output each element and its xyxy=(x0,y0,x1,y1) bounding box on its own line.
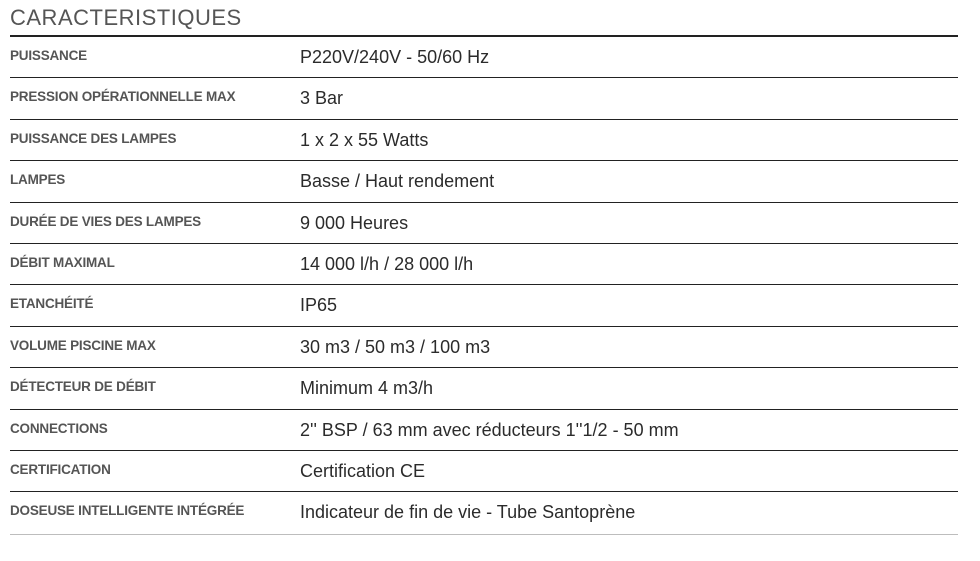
spec-row-etancheite xyxy=(10,285,958,326)
spec-value: IP65 xyxy=(300,295,338,316)
spec-row-detecteur xyxy=(10,368,958,409)
spec-value: 2'' BSP / 63 mm avec réducteurs 1''1/2 - 50 mm xyxy=(300,419,679,440)
spec-label: DÉTECTEUR DE DÉBIT xyxy=(10,379,156,395)
spec-value: Certification CE xyxy=(300,460,426,481)
spec-label: PRESSION OPÉRATIONNELLE MAX xyxy=(10,89,236,105)
spec-row-pression xyxy=(10,78,958,119)
spec-row-lampes xyxy=(10,161,958,202)
spec-value: 9 000 Heures xyxy=(300,212,409,233)
spec-label: DÉBIT MAXIMAL xyxy=(10,254,115,270)
spec-label: ETANCHÉITÉ xyxy=(10,296,94,312)
spec-label: DURÉE DE VIES DES LAMPES xyxy=(10,213,201,229)
spec-table xyxy=(10,35,958,535)
spec-value: 3 Bar xyxy=(300,88,344,109)
spec-label: VOLUME PISCINE MAX xyxy=(10,337,156,353)
spec-label: LAMPES xyxy=(10,172,66,188)
characteristics-section xyxy=(10,0,958,535)
spec-value: 1 x 2 x 55 Watts xyxy=(300,129,429,150)
spec-value: 30 m3 / 50 m3 / 100 m3 xyxy=(300,336,491,357)
spec-row-volume xyxy=(10,327,958,368)
spec-row-connections xyxy=(10,410,958,451)
spec-label: PUISSANCE DES LAMPES xyxy=(10,130,177,146)
spec-value: Basse / Haut rendement xyxy=(300,171,495,192)
spec-row-puissance xyxy=(10,37,958,78)
spec-row-doseuse xyxy=(10,492,958,535)
spec-row-duree xyxy=(10,203,958,244)
spec-label: DOSEUSE INTELLIGENTE INTÉGRÉE xyxy=(10,503,245,519)
spec-value: Indicateur de fin de vie - Tube Santoprène xyxy=(300,502,636,523)
spec-value: Minimum 4 m3/h xyxy=(300,378,434,399)
spec-value: 14 000 l/h / 28 000 l/h xyxy=(300,253,474,274)
spec-row-puissance-lampes xyxy=(10,120,958,161)
spec-row-debit xyxy=(10,244,958,285)
spec-value: P220V/240V - 50/60 Hz xyxy=(300,47,490,67)
section-title: CARACTERISTIQUES xyxy=(10,5,242,30)
spec-row-certification xyxy=(10,451,958,492)
spec-label: PUISSANCE xyxy=(10,48,87,63)
spec-label: CERTIFICATION xyxy=(10,461,111,477)
spec-label: CONNECTIONS xyxy=(10,420,108,436)
